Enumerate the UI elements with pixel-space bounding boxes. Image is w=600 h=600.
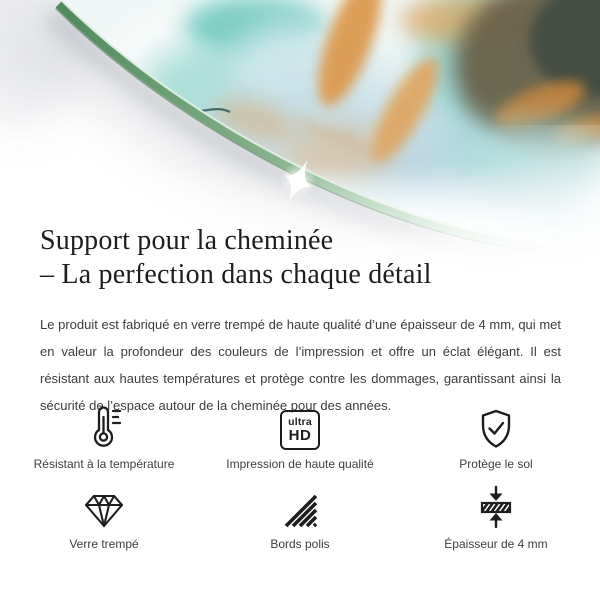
feature-thickness [398, 484, 594, 551]
feature-label: Impression de haute qualité [226, 457, 374, 471]
feature-temperature [6, 404, 202, 471]
ultra-hd-icon [280, 404, 320, 450]
feature-print-quality [202, 404, 398, 471]
polished-edges-icon [278, 484, 322, 530]
diamond-icon [82, 484, 126, 530]
page-title-line2: – La perfection dans chaque détail [40, 259, 432, 290]
feature-tempered-glass [6, 484, 202, 551]
feature-label: Protège le sol [459, 457, 533, 471]
ultra-hd-text-top: ultra [288, 416, 312, 428]
feature-label: Résistant à la température [33, 457, 175, 471]
page-title [40, 224, 432, 292]
product-description: Le produit est fabriqué en verre trempé de haute qualité d’une épaisseur de 4 mm, qui met en valeur la profondeur des couleurs de l’impression et offre un éclat élégant. Il est résistant aux hautes températures et protège contre les dommages, garantissant ainsi la sécurité de l’espace autour de la cheminée pour des années. [40, 317, 561, 413]
feature-label: Bords polis [270, 537, 330, 551]
shield-check-icon [475, 404, 517, 450]
page-title-line1: Support pour la cheminée [40, 225, 334, 256]
feature-label: Épaisseur de 4 mm [444, 537, 548, 551]
ultra-hd-text-bottom: HD [288, 427, 312, 444]
feature-polished-edges [202, 484, 398, 551]
feature-grid [6, 404, 594, 551]
thermometer-icon [84, 404, 124, 450]
feature-label: Verre trempé [69, 537, 139, 551]
corner-fade [410, 125, 600, 280]
feature-floor-protection [398, 404, 594, 471]
thickness-4mm-icon [476, 484, 516, 530]
